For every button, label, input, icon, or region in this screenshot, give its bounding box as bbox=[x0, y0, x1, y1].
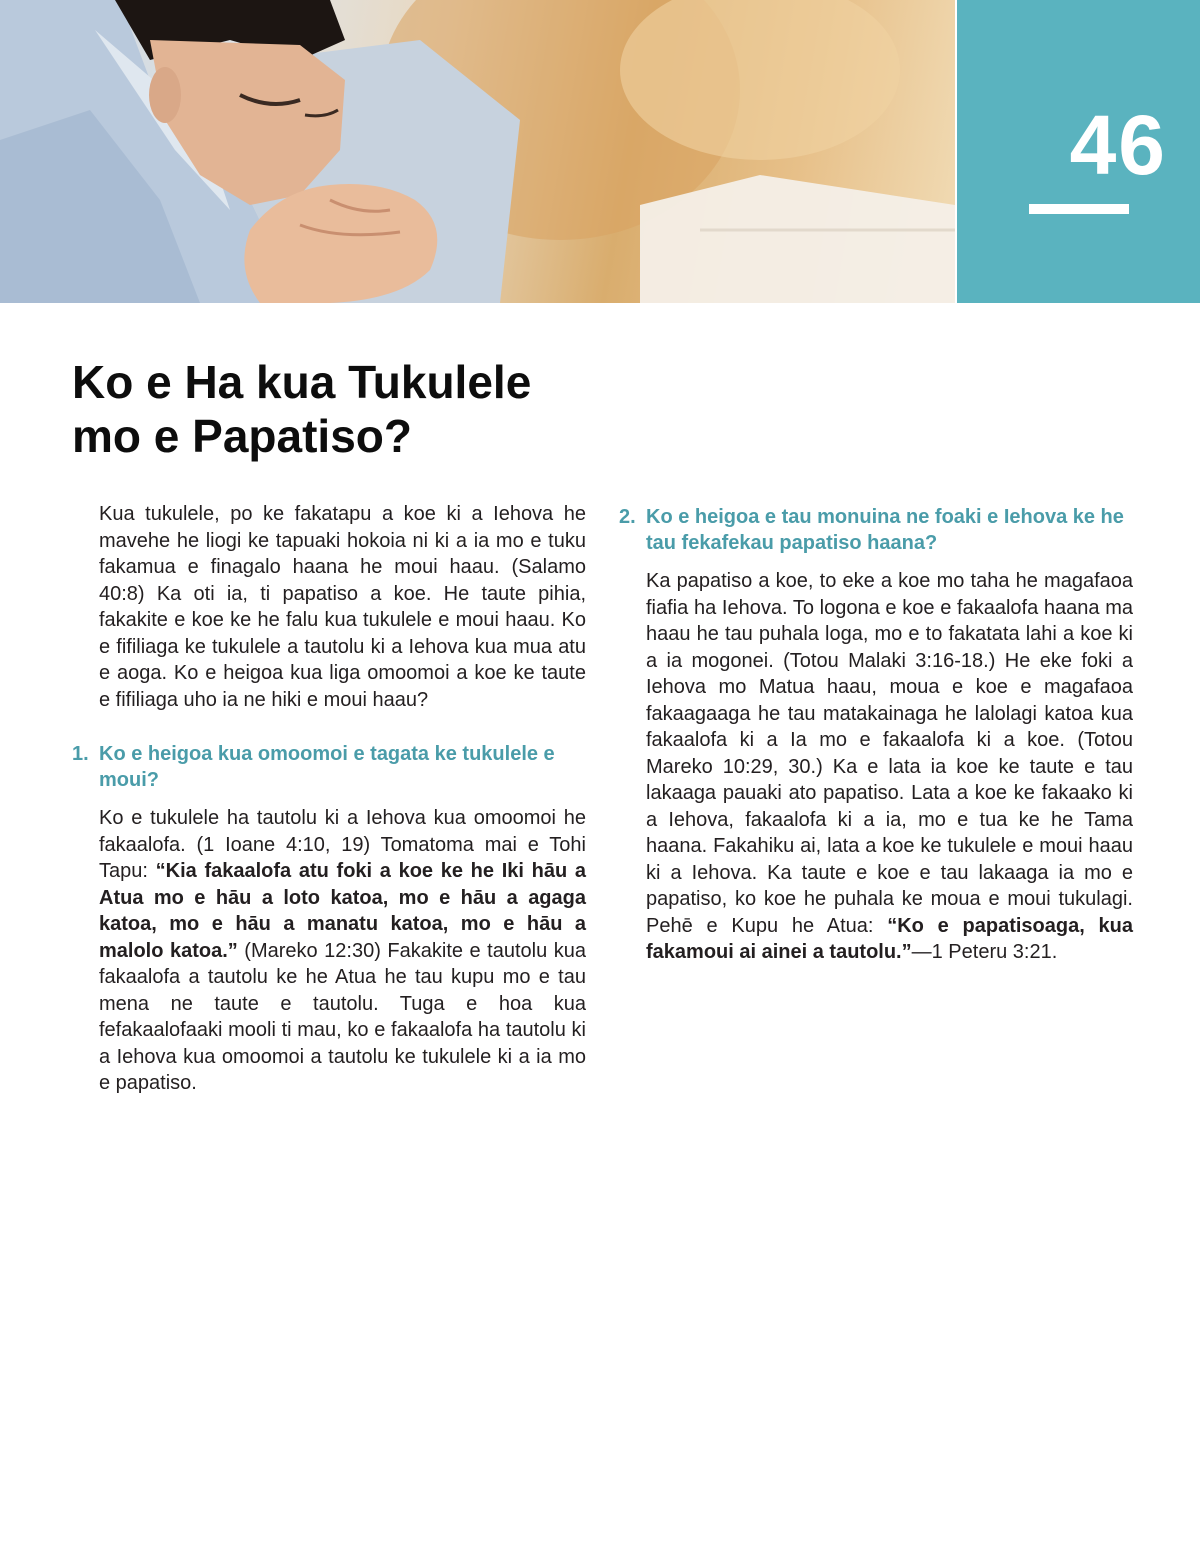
man-praying-icon bbox=[0, 0, 955, 303]
title-line-2: mo e Papatiso? bbox=[72, 410, 412, 462]
lesson-badge bbox=[957, 0, 1200, 303]
page-title bbox=[72, 355, 672, 463]
answer-1-paragraph bbox=[99, 805, 586, 1097]
answer-text: —1 Peteru 3:21. bbox=[911, 941, 1058, 963]
answer-text: (Mareko 12:30) Fakakite e tautolu kua fakaalofa a tautolu ke he Atua he tau kupu mo e tau mena ne taute e tautolu. Tuga e hoa kua fefakaalofaaki mooli ti mau, ko e fakaalofa ha tautolu ki a Iehova kua omoomoi a tautolu ke tukulele ki a ia mo e papatiso. bbox=[99, 939, 586, 1094]
question-number: 2. bbox=[619, 506, 636, 528]
intro-paragraph: Kua tukulele, po ke fakatapu a koe ki a Iehova he mavehe he liogi ke tapuaki hokoia ni ki a ia mo e tuku fakamua e finagalo haana he moui haau. (Salamo 40:8) Ka oti ia, ti papatiso a koe. He taute pihia, fakakite e koe ke he falu kua tukulele e moui haau. Ko e fifiliaga ke tukulele a tautolu ki a Iehova kua mua atu e aoga. Ko e heigoa kua liga omoomoi a koe ke taute e fifiliaga uho ia ne hiki e moui haau? bbox=[99, 503, 586, 711]
scripture-quote: “Ko e papatisoaga, kua fakamoui ai ainei a tautolu.” bbox=[646, 914, 1133, 963]
left-column bbox=[72, 501, 586, 1097]
badge-rule bbox=[1029, 204, 1129, 214]
answer-2-paragraph bbox=[646, 568, 1133, 966]
lesson-number: 46 bbox=[1069, 98, 1167, 192]
right-column bbox=[619, 501, 1133, 966]
question-2 bbox=[619, 504, 1133, 556]
question-1 bbox=[72, 741, 586, 793]
hero-photo bbox=[0, 0, 955, 303]
scripture-quote: “Kia fakaalofa atu foki a koe ke he Iki hāu a Atua mo e hāu a loto katoa, mo e hāu a agaga katoa, mo e hāu a manatu katoa, mo e hāu a malolo katoa.” bbox=[99, 860, 587, 962]
answer-text: Ka papatiso a koe, to eke a koe mo taha he magafaoa fiafia ha Iehova. To logona e koe e fakaalofa haana ma haau he tau puhala loga, mo e to fakatata lahi a koe ki a ia mogonei. (Totou Malaki 3:16-18.) He eke foki a Iehova mo Matua haau, moua e koe e magafaoa fakaagaaga he tau matakainaga he lalolagi katoa kua fakaalofa ki a Ia mo e fakaalofa ki a koe. (Totou Mareko 10:29, 30.) Ka e lata ia koe ke taute e tau lakaaga pauaki ato papatiso. Lata a koe ke fakaako ki a Iehova, fakaalofa ki a ia, mo e tua ke he Tama haana. Fakahiku ai, lata a koe ke tukulele e moui haau ki a Iehova. Ka taute e koe e tau lakaaga ia mo e papatiso, ko koe he puhala ke moua e moui tukulagi. Pehē e Kupu he Atua: bbox=[646, 570, 1133, 937]
answer-text: Ko e tukulele ha tautolu ki a Iehova kua omoomoi he fakaalofa. (1 Ioane 4:10, 19) Tomatoma mai e Tohi Tapu: bbox=[99, 807, 586, 882]
question-number: 1. bbox=[72, 743, 89, 765]
question-text: Ko e heigoa e tau monuina ne foaki e Iehova ke he tau fekafekau papatiso haana? bbox=[646, 506, 1124, 554]
question-text: Ko e heigoa kua omoomoi e tagata ke tukulele e moui? bbox=[99, 743, 555, 791]
title-line-1: Ko e Ha kua Tukulele bbox=[72, 356, 532, 408]
